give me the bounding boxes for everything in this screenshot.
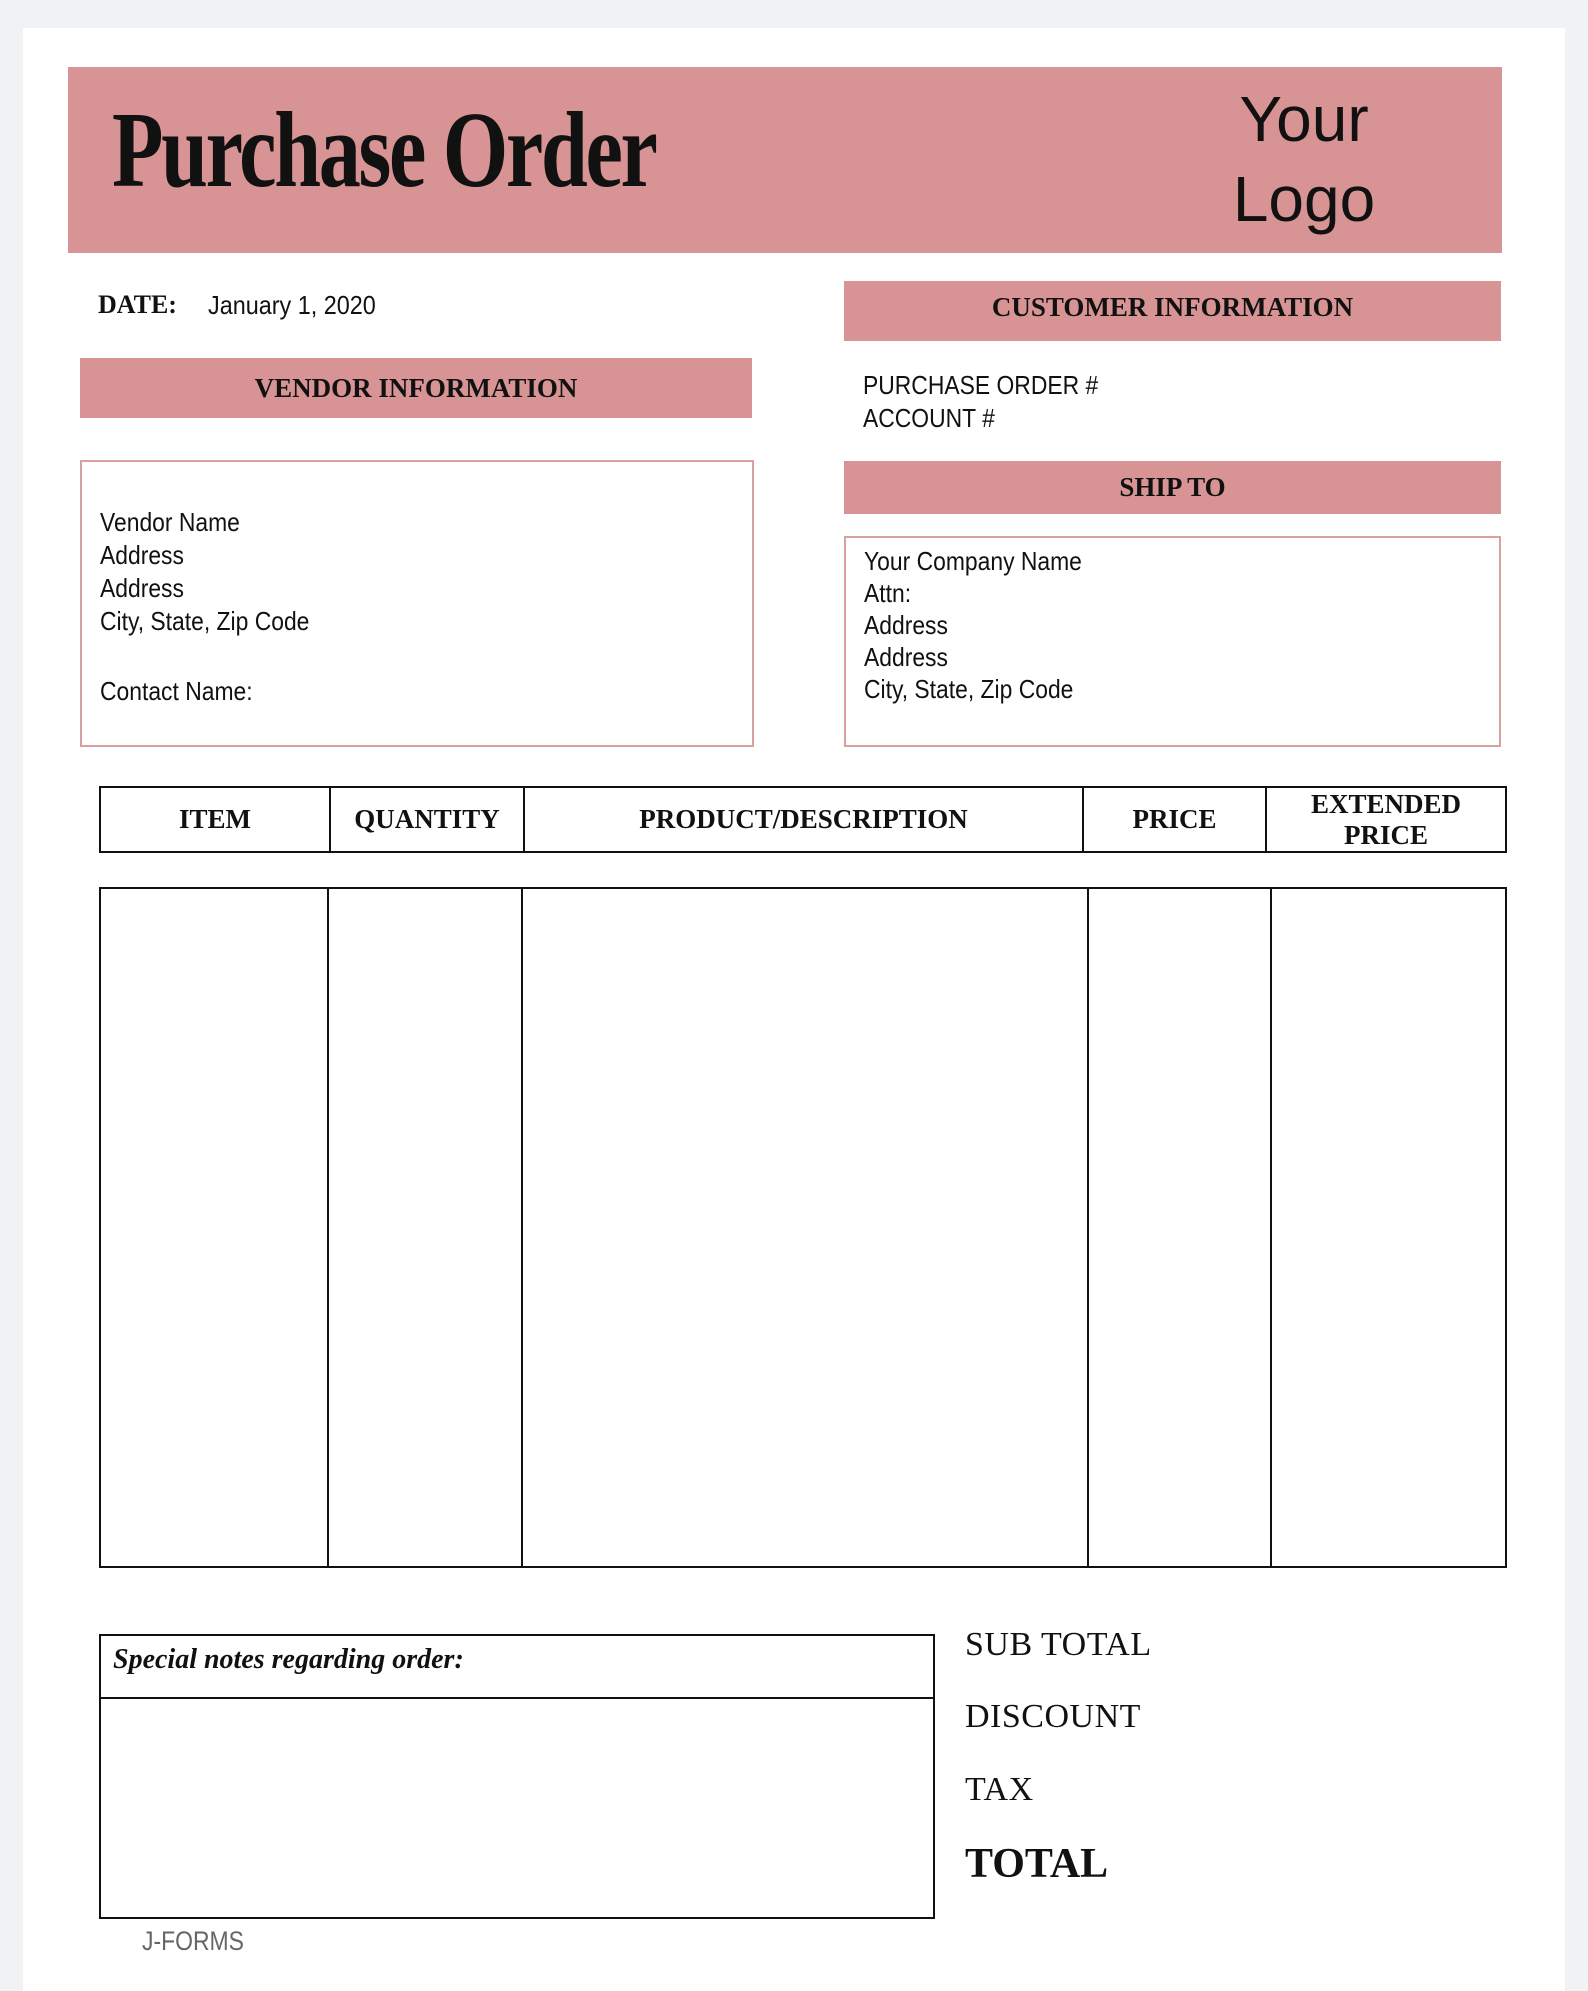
document-page xyxy=(23,28,1565,1991)
tax-label: TAX xyxy=(965,1771,1034,1808)
header-banner xyxy=(68,67,1502,253)
ship-to-box xyxy=(844,536,1501,747)
column-header-quantity: QUANTITY xyxy=(330,787,524,852)
description-column-cell[interactable] xyxy=(522,888,1088,1567)
date-value[interactable]: January 1, 2020 xyxy=(208,290,376,320)
vendor-info-box xyxy=(80,460,754,747)
vendor-city-state-zip[interactable]: City, State, Zip Code xyxy=(100,606,310,636)
column-header-price: PRICE xyxy=(1083,787,1266,852)
vendor-lines xyxy=(100,506,338,708)
subtotal-label: SUB TOTAL xyxy=(965,1626,1152,1663)
ship-to-company[interactable]: Your Company Name xyxy=(864,546,1082,576)
items-body-table xyxy=(99,887,1507,1568)
vendor-contact-name[interactable]: Contact Name: xyxy=(100,676,253,706)
ship-to-address-1[interactable]: Address xyxy=(864,610,948,640)
logo-placeholder xyxy=(1204,79,1404,239)
discount-label: DISCOUNT xyxy=(965,1698,1141,1735)
ship-to-address-2[interactable]: Address xyxy=(864,642,948,672)
extended-price-column-cell[interactable] xyxy=(1271,888,1506,1567)
column-header-item: ITEM xyxy=(100,787,330,852)
logo-line-1: Your xyxy=(1239,83,1369,155)
quantity-column-cell[interactable] xyxy=(328,888,522,1567)
vendor-address-2[interactable]: Address xyxy=(100,573,184,603)
special-notes-box xyxy=(99,1634,935,1919)
account-number-label[interactable]: ACCOUNT # xyxy=(863,403,995,433)
customer-info-heading: CUSTOMER INFORMATION xyxy=(844,281,1501,341)
ship-to-lines xyxy=(864,545,1112,705)
ship-to-heading: SHIP TO xyxy=(844,461,1501,514)
vendor-address-1[interactable]: Address xyxy=(100,540,184,570)
date-label: DATE: xyxy=(98,290,177,319)
item-column-cell[interactable] xyxy=(100,888,328,1567)
special-notes-area[interactable] xyxy=(101,1699,933,1917)
price-column-cell[interactable] xyxy=(1088,888,1271,1567)
ship-to-attn[interactable]: Attn: xyxy=(864,578,912,608)
items-header-table xyxy=(99,786,1507,853)
special-notes-label: Special notes regarding order: xyxy=(101,1636,933,1699)
vendor-name[interactable]: Vendor Name xyxy=(100,507,240,537)
footer-brand: J-FORMS xyxy=(142,1926,244,1956)
total-label: TOTAL xyxy=(965,1841,1109,1887)
purchase-order-number-label[interactable]: PURCHASE ORDER # xyxy=(863,370,1099,400)
vendor-info-heading: VENDOR INFORMATION xyxy=(80,358,752,418)
page-title: Purchase Order xyxy=(112,91,656,210)
column-header-description: PRODUCT/DESCRIPTION xyxy=(524,787,1083,852)
column-header-extended-price: EXTENDED PRICE xyxy=(1266,787,1506,852)
logo-line-2: Logo xyxy=(1232,163,1376,235)
ship-to-city-state-zip[interactable]: City, State, Zip Code xyxy=(864,674,1074,704)
